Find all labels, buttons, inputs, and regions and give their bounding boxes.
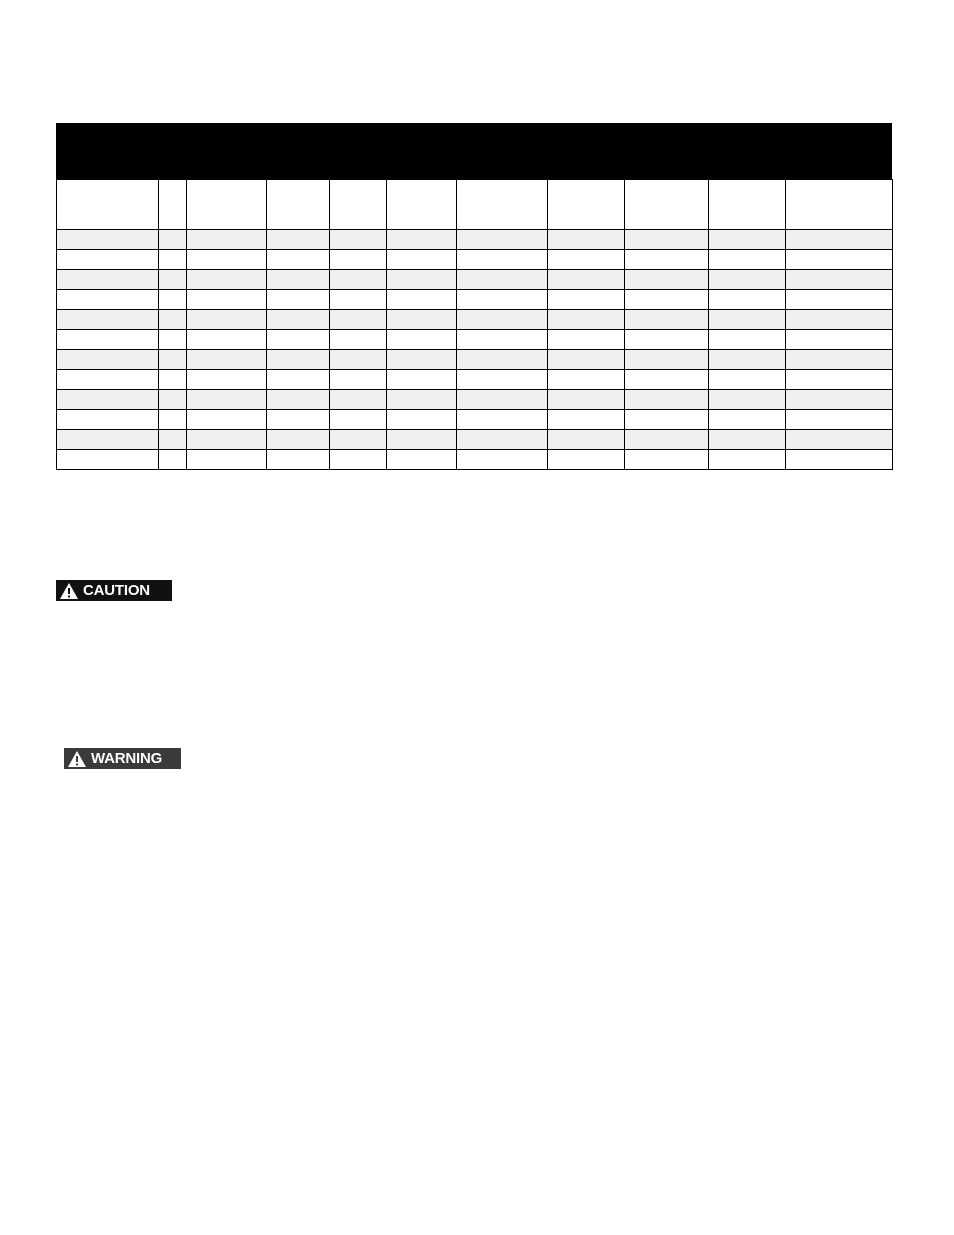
table-row <box>57 250 893 270</box>
table-cell <box>57 350 159 370</box>
table-cell <box>387 350 457 370</box>
table-cell <box>330 330 387 350</box>
table-cell <box>457 310 548 330</box>
table-cell <box>625 250 709 270</box>
table-cell <box>387 390 457 410</box>
table-row <box>57 290 893 310</box>
table-cell <box>57 230 159 250</box>
table-cell <box>548 330 625 350</box>
table-cell <box>387 450 457 470</box>
table-cell <box>330 250 387 270</box>
table-cell <box>57 270 159 290</box>
table-cell <box>330 290 387 310</box>
table-cell <box>548 430 625 450</box>
table-cell <box>786 230 893 250</box>
table-row <box>57 230 893 250</box>
header-cell <box>187 180 267 230</box>
table-cell <box>159 370 187 390</box>
table-cell <box>187 270 267 290</box>
table-cell <box>786 270 893 290</box>
table-cell <box>187 450 267 470</box>
table-cell <box>267 250 330 270</box>
header-cell <box>57 180 159 230</box>
table-cell <box>159 430 187 450</box>
header-cell <box>625 180 709 230</box>
table-cell <box>625 450 709 470</box>
table-cell <box>625 270 709 290</box>
table-cell <box>786 370 893 390</box>
table-cell <box>57 330 159 350</box>
table-cell <box>709 370 786 390</box>
header-cell <box>330 180 387 230</box>
table-cell <box>187 250 267 270</box>
table-cell <box>267 410 330 430</box>
table-cell <box>187 410 267 430</box>
table-cell <box>786 430 893 450</box>
table-cell <box>159 330 187 350</box>
table-cell <box>786 290 893 310</box>
table-cell <box>187 350 267 370</box>
table-cell <box>625 430 709 450</box>
table-cell <box>625 350 709 370</box>
table-cell <box>387 310 457 330</box>
table-cell <box>786 310 893 330</box>
table-cell <box>786 330 893 350</box>
table-cell <box>159 290 187 310</box>
table-cell <box>457 430 548 450</box>
header-cell <box>709 180 786 230</box>
table-cell <box>709 450 786 470</box>
table-cell <box>330 350 387 370</box>
table-cell <box>786 450 893 470</box>
table-title-band <box>56 123 892 179</box>
table-cell <box>786 250 893 270</box>
table-cell <box>548 230 625 250</box>
table-cell <box>457 330 548 350</box>
table-cell <box>330 450 387 470</box>
table-cell <box>330 430 387 450</box>
table-cell <box>159 310 187 330</box>
table-cell <box>709 390 786 410</box>
caution-label: CAUTION <box>83 582 150 599</box>
table-row <box>57 450 893 470</box>
table-cell <box>330 310 387 330</box>
table-cell <box>57 250 159 270</box>
table-cell <box>187 290 267 310</box>
table-cell <box>330 390 387 410</box>
table-cell <box>709 310 786 330</box>
table-cell <box>387 370 457 390</box>
table-cell <box>709 350 786 370</box>
table-cell <box>57 310 159 330</box>
caution-badge <box>56 580 172 601</box>
table-column-headers <box>57 180 893 230</box>
table-cell <box>457 450 548 470</box>
table-cell <box>267 430 330 450</box>
spec-table <box>56 179 893 470</box>
table-cell <box>159 230 187 250</box>
table-cell <box>625 290 709 310</box>
header-cell <box>267 180 330 230</box>
table-cell <box>387 290 457 310</box>
warning-badge <box>64 748 181 769</box>
table-cell <box>548 410 625 430</box>
table-cell <box>187 370 267 390</box>
table-cell <box>625 370 709 390</box>
table-cell <box>709 430 786 450</box>
table-cell <box>57 450 159 470</box>
table-cell <box>387 330 457 350</box>
table-cell <box>187 390 267 410</box>
table-cell <box>457 350 548 370</box>
table-cell <box>267 270 330 290</box>
table-cell <box>267 350 330 370</box>
table-cell <box>457 370 548 390</box>
table-cell <box>159 410 187 430</box>
table-row <box>57 350 893 370</box>
table-cell <box>457 410 548 430</box>
table-cell <box>548 290 625 310</box>
header-cell <box>786 180 893 230</box>
table-cell <box>625 230 709 250</box>
table-row <box>57 390 893 410</box>
table-cell <box>457 290 548 310</box>
header-cell <box>387 180 457 230</box>
table-cell <box>267 230 330 250</box>
table-cell <box>267 450 330 470</box>
table-cell <box>159 390 187 410</box>
table-cell <box>387 270 457 290</box>
table-cell <box>159 450 187 470</box>
table-cell <box>187 310 267 330</box>
table-cell <box>709 290 786 310</box>
table-cell <box>548 370 625 390</box>
table-cell <box>786 410 893 430</box>
table-cell <box>187 330 267 350</box>
header-cell <box>159 180 187 230</box>
table-cell <box>159 270 187 290</box>
table-cell <box>709 250 786 270</box>
table-row <box>57 270 893 290</box>
table-cell <box>786 390 893 410</box>
table-cell <box>330 370 387 390</box>
table-cell <box>267 390 330 410</box>
table-cell <box>548 450 625 470</box>
table-row <box>57 430 893 450</box>
table-row <box>57 310 893 330</box>
table-cell <box>187 430 267 450</box>
table-cell <box>57 390 159 410</box>
table-row <box>57 370 893 390</box>
table-row <box>57 330 893 350</box>
table-cell <box>709 230 786 250</box>
table-cell <box>625 410 709 430</box>
table-cell <box>457 250 548 270</box>
table-cell <box>457 270 548 290</box>
header-cell <box>548 180 625 230</box>
table-cell <box>267 310 330 330</box>
table-cell <box>57 430 159 450</box>
table-cell <box>457 390 548 410</box>
table-cell <box>457 230 548 250</box>
table-cell <box>387 250 457 270</box>
warning-triangle-icon <box>59 582 79 600</box>
header-cell <box>457 180 548 230</box>
warning-triangle-icon <box>67 750 87 768</box>
table-cell <box>330 270 387 290</box>
table-cell <box>57 290 159 310</box>
table-cell <box>548 350 625 370</box>
table-cell <box>548 310 625 330</box>
table-cell <box>387 410 457 430</box>
table-cell <box>330 230 387 250</box>
table-cell <box>709 410 786 430</box>
table-cell <box>267 330 330 350</box>
table-cell <box>709 270 786 290</box>
table-cell <box>548 250 625 270</box>
table-cell <box>625 330 709 350</box>
table-cell <box>625 390 709 410</box>
table-cell <box>625 310 709 330</box>
table-cell <box>159 350 187 370</box>
warning-label: WARNING <box>91 750 163 767</box>
table-cell <box>786 350 893 370</box>
table-cell <box>159 250 187 270</box>
table-cell <box>548 390 625 410</box>
table-cell <box>267 290 330 310</box>
table-cell <box>187 230 267 250</box>
table-cell <box>387 430 457 450</box>
table-cell <box>330 410 387 430</box>
table-cell <box>57 370 159 390</box>
table-cell <box>548 270 625 290</box>
table-cell <box>267 370 330 390</box>
table-cell <box>57 410 159 430</box>
table-row <box>57 410 893 430</box>
spec-table-container <box>56 123 892 470</box>
table-cell <box>387 230 457 250</box>
table-cell <box>709 330 786 350</box>
